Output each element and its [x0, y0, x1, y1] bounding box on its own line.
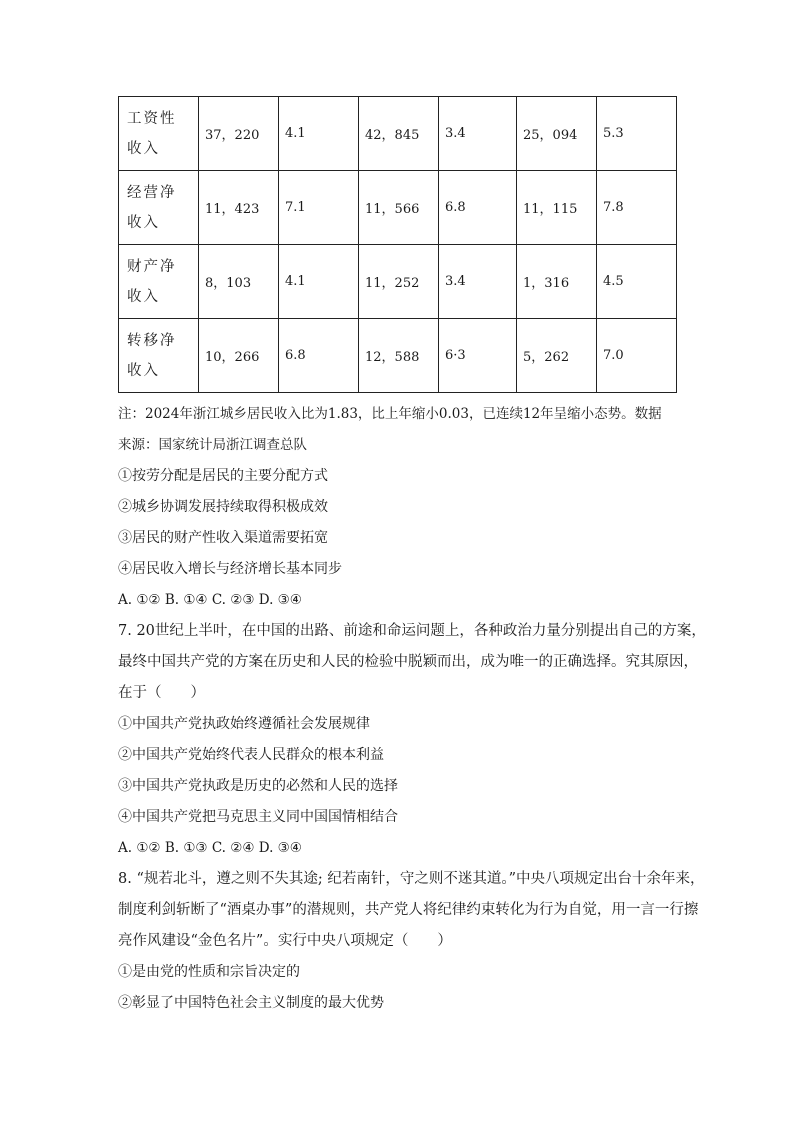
row-label: 财产净收入 [119, 245, 199, 319]
document-page [118, 96, 706, 1019]
table-cell: 11，252 [359, 245, 439, 319]
table-note: 注：2024年浙江城乡居民收入比为1.83，比上年缩小0.03，已连续12年呈缩小态势。数据 [118, 406, 662, 422]
table-cell: 3.4 [439, 245, 517, 319]
q7-statement-1: ①中国共产党执政始终遵循社会发展规律 [118, 716, 370, 732]
table-cell: 7.8 [597, 171, 677, 245]
table-cell: 11，423 [199, 171, 279, 245]
table-cell: 4.1 [279, 245, 359, 319]
table-cell: 7.1 [279, 171, 359, 245]
income-table [118, 96, 677, 393]
q8-stem-line: 制度利剑斩断了“酒桌办事”的潜规则，共产党人将纪律约束转化为行为自觉，用一言一行擦 [118, 902, 699, 918]
q7-options: A. ①② B. ①③ C. ②④ D. ③④ [118, 840, 302, 856]
table-cell: 10，266 [199, 319, 279, 393]
question-text [118, 399, 706, 1019]
row-label: 转移净收入 [119, 319, 199, 393]
table-row [119, 319, 677, 393]
table-cell: 5.3 [597, 97, 677, 171]
q7-stem-line: 最终中国共产党的方案在历史和人民的检验中脱颖而出，成为唯一的正确选择。究其原因， [118, 654, 698, 670]
table-cell: 5，262 [517, 319, 597, 393]
table-cell: 11，115 [517, 171, 597, 245]
q7-statement-3: ③中国共产党执政是历史的必然和人民的选择 [118, 778, 398, 794]
table-row [119, 245, 677, 319]
table-cell: 11，566 [359, 171, 439, 245]
table-cell: 7.0 [597, 319, 677, 393]
table-cell: 4.5 [597, 245, 677, 319]
q8-stem-line: 亮作风建设“金色名片”。实行中央八项规定（ ） [118, 933, 452, 949]
table-row [119, 171, 677, 245]
q6-statement-3: ③居民的财产性收入渠道需要拓宽 [118, 530, 328, 546]
table-cell: 4.1 [279, 97, 359, 171]
q8-statement-2: ②彰显了中国特色社会主义制度的最大优势 [118, 995, 384, 1011]
q6-statement-4: ④居民收入增长与经济增长基本同步 [118, 561, 342, 577]
table-cell: 42，845 [359, 97, 439, 171]
q8-stem-line: 8. “规若北斗，遵之则不失其途; 纪若南针，守之则不迷其道。”中央八项规定出台十余年来， [118, 871, 705, 887]
table-cell: 3.4 [439, 97, 517, 171]
q6-options: A. ①② B. ①④ C. ②③ D. ③④ [118, 592, 302, 608]
table-note-source: 来源：国家统计局浙江调查总队 [118, 437, 307, 453]
q7-stem-line: 7. 20世纪上半叶，在中国的出路、前途和命运问题上，各种政治力量分别提出自己的方案， [118, 623, 706, 639]
q7-statement-4: ④中国共产党把马克思主义同中国国情相结合 [118, 809, 398, 825]
table-cell: 12，588 [359, 319, 439, 393]
table-cell: 6·3 [439, 319, 517, 393]
q6-statement-2: ②城乡协调发展持续取得积极成效 [118, 499, 328, 515]
table-cell: 25，094 [517, 97, 597, 171]
table-cell: 37，220 [199, 97, 279, 171]
table-row [119, 97, 677, 171]
q7-statement-2: ②中国共产党始终代表人民群众的根本利益 [118, 747, 384, 763]
table-cell: 6.8 [279, 319, 359, 393]
row-label: 工资性收入 [119, 97, 199, 171]
table-cell: 6.8 [439, 171, 517, 245]
row-label: 经营净收入 [119, 171, 199, 245]
q7-stem-line: 在于（ ） [118, 685, 205, 701]
q8-statement-1: ①是由党的性质和宗旨决定的 [118, 964, 300, 980]
q6-statement-1: ①按劳分配是居民的主要分配方式 [118, 468, 328, 484]
table-cell: 1，316 [517, 245, 597, 319]
table-cell: 8，103 [199, 245, 279, 319]
